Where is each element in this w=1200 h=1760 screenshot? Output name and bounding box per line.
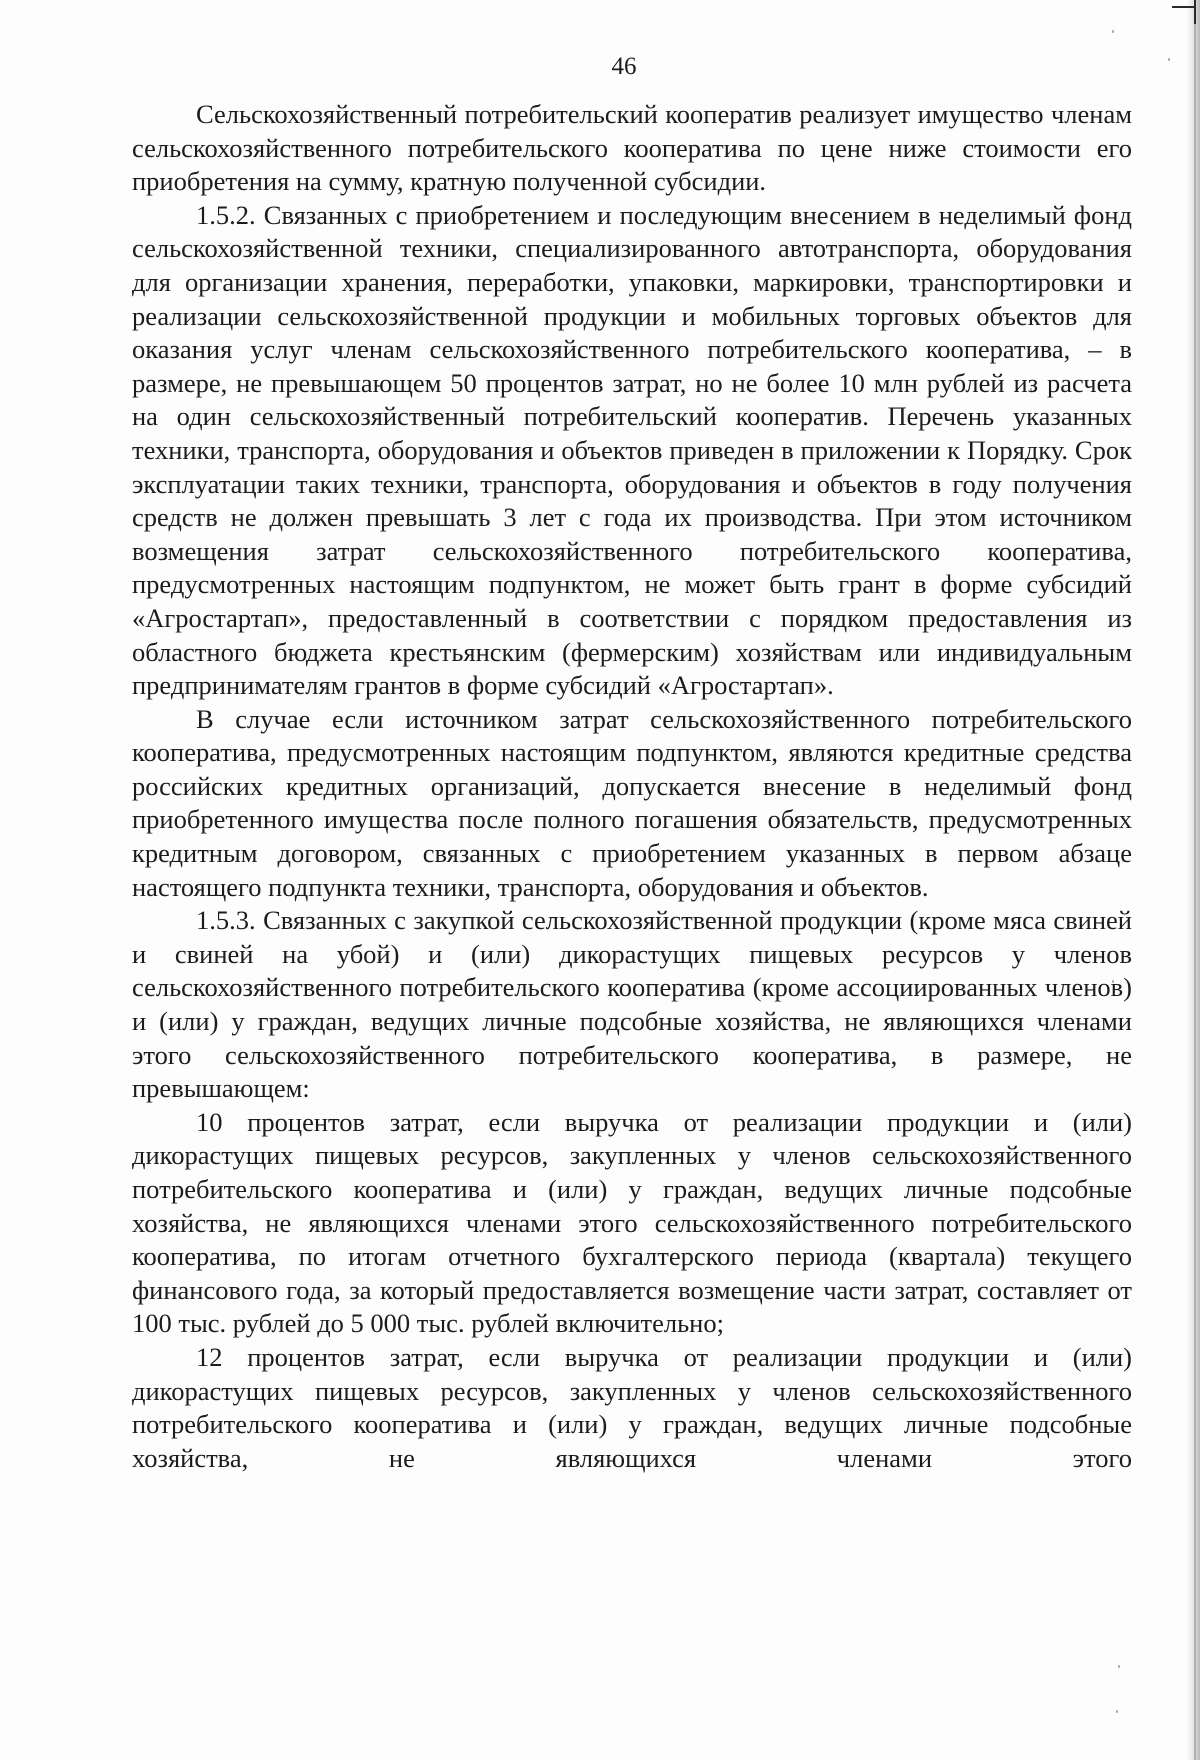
scan-edge-shadow xyxy=(1186,0,1200,1760)
scan-speck xyxy=(1112,30,1114,33)
page-number: 46 xyxy=(611,53,637,80)
paragraph-1-5-2: 1.5.2. Связанных с приобретением и последующим внесением в неделимый фонд сельскохозяйственной техники, специализированного автотранспорта, оборудования для организации хранения, переработки, упаковки, маркировки, транспортировки и реализации сельскохозяйственной продукции и мобильных торговых объектов для оказания услуг членам сельскохозяйственного потребительского кооператива, – в размере, не превышающем 50 процентов затрат, но не более 10 млн рублей из расчета на один сельскохозяйственный потребительский кооператив. Перечень указанных техники, транспорта, оборудования и объектов приведен в приложении к Порядку. Срок эксплуатации таких техники, транспорта, оборудования и объектов в году получения средств не должен превышать 3 лет с года их производства. При этом источником возмещения затрат сельскохозяйственного потребительского кооператива, предусмотренных настоящим подпунктом, не может быть грант в форме субсидий «Агростартап», предоставленный в соответствии с порядком предоставления из областного бюджета крестьянским (фермерским) хозяйствам или индивидуальным предпринимателям грантов в форме субсидий «Агростартап». xyxy=(132,199,1132,701)
document-body xyxy=(132,98,1132,1475)
scan-edge-line xyxy=(1194,0,1196,1760)
scan-speck xyxy=(1118,1665,1120,1668)
scan-speck xyxy=(1116,1710,1118,1713)
paragraph-credit-funds: В случае если источником затрат сельскохозяйственного потребительского кооператива, предусмотренных настоящим подпунктом, являются кредитные средства российских кредитных организаций, допускается внесение в неделимый фонд приобретенного имущества после полного погашения обязательств, предусмотренных кредитным договором, связанных с приобретением указанных в первом абзаце настоящего подпункта техники, транспорта, оборудования и объектов. xyxy=(132,703,1132,902)
scan-corner-mark xyxy=(1172,0,1196,24)
paragraph-10-percent: 10 процентов затрат, если выручка от реализации продукции и (или) дикорастущих пищевых ресурсов, закупленных у членов сельскохозяйственного потребительского кооператива и (или) у граждан, ведущих личные подсобные хозяйства, не являющихся членами этого сельскохозяйственного потребительского кооператива, по итогам отчетного бухгалтерского периода (квартала) текущего финансового года, за который предоставляется возмещение части затрат, составляет от 100 тыс. рублей до 5 000 тыс. рублей включительно; xyxy=(132,1106,1132,1339)
paragraph-12-percent: 12 процентов затрат, если выручка от реализации продукции и (или) дикорастущих пищевых ресурсов, закупленных у членов сельскохозяйственного потребительского кооператива и (или) у граждан, ведущих личные подсобные хозяйства, не являющихся членами этого xyxy=(132,1341,1132,1473)
paragraph-property-sale: Сельскохозяйственный потребительский кооператив реализует имущество членам сельскохозяйственного потребительского кооператива по цене ниже стоимости его приобретения на сумму, кратную полученной субсидии. xyxy=(132,99,1132,197)
paragraph-1-5-3: 1.5.3. Связанных с закупкой сельскохозяйственной продукции (кроме мяса свиней и свиней на убой) и (или) дикорастущих пищевых ресурсов у членов сельскохозяйственного потребительского кооператива (кроме ассоциированных членов) и (или) у граждан, ведущих личные подсобные хозяйства, не являющихся членами этого сельскохозяйственного потребительского кооператива, в размере, не превышающем: xyxy=(132,905,1132,1104)
